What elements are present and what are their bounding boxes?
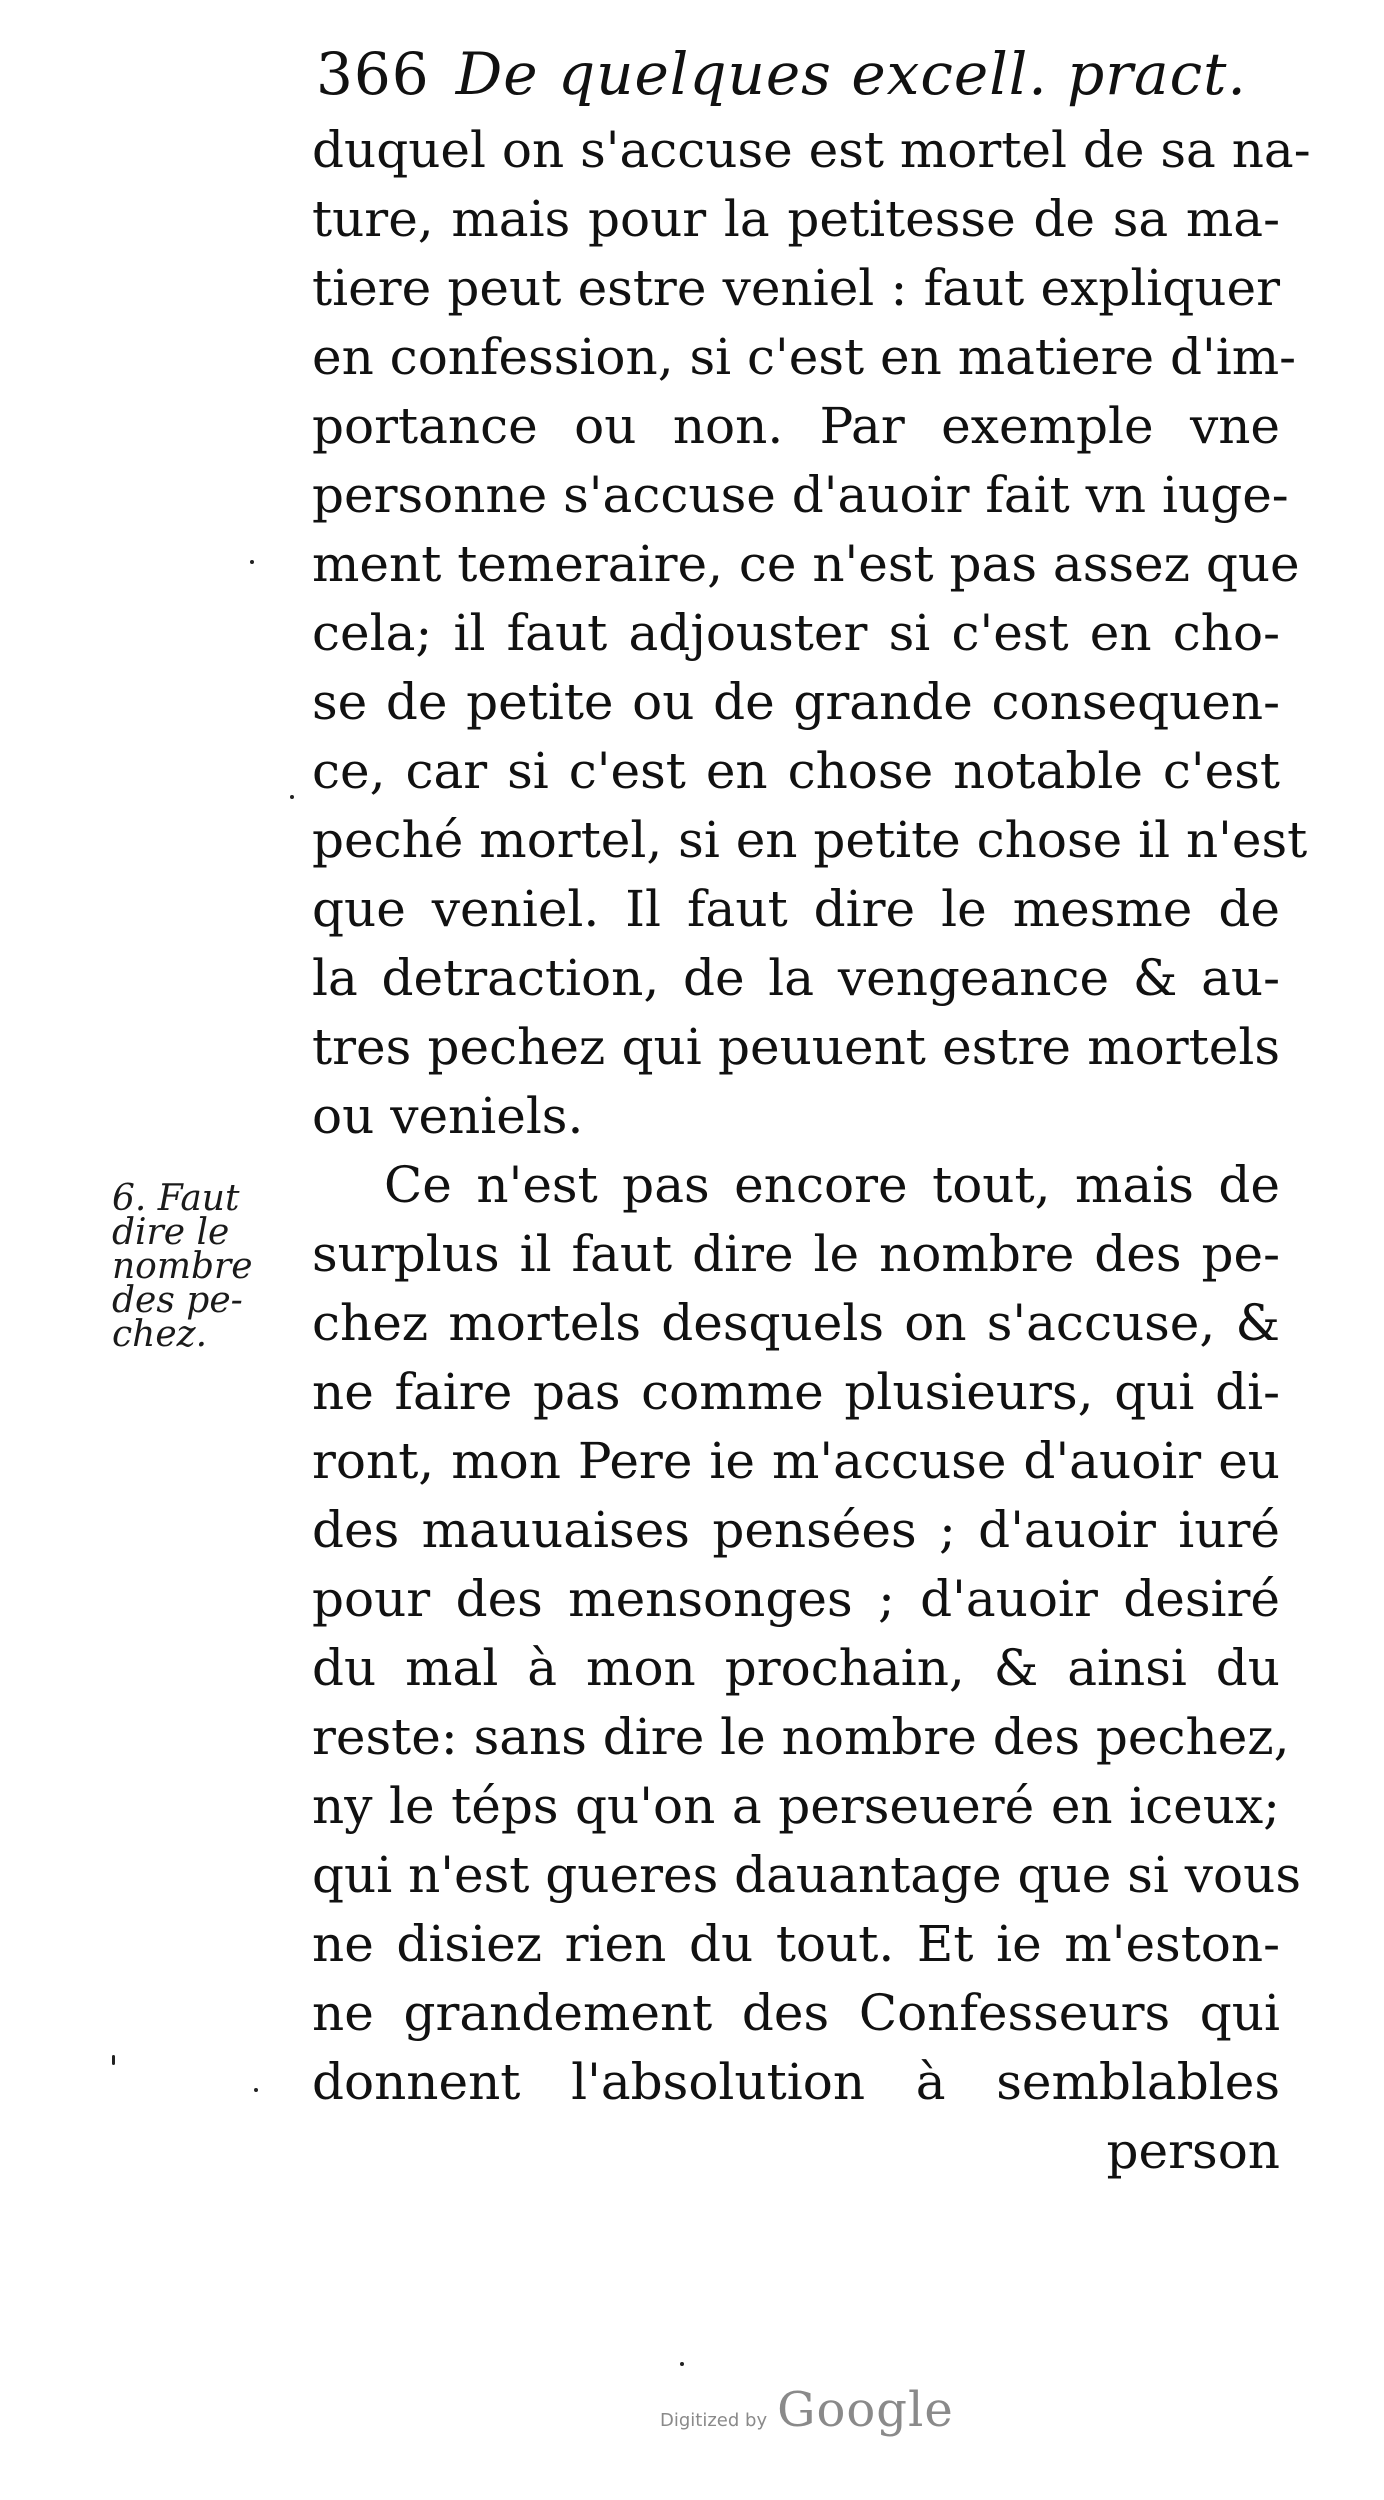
text-line-paragraph-start: Ce n'est pas encore tout, mais de — [384, 1156, 1280, 1214]
ink-speck — [290, 795, 294, 799]
text-line: pour des mensonges ; d'auoir desiré — [312, 1570, 1280, 1628]
text-line: des mauuaises pensées ; d'auoir iuré — [312, 1501, 1280, 1559]
text-line: chez mortels desquels on s'accuse, & — [312, 1294, 1280, 1352]
text-line: surplus il faut dire le nombre des pe- — [312, 1225, 1280, 1283]
text-line: tiere peut estre veniel : faut expliquer — [312, 259, 1280, 317]
watermark-brand: Google — [777, 2382, 954, 2438]
body-text — [312, 116, 1311, 2186]
text-line: tres pechez qui peuuent estre mortels — [312, 1018, 1280, 1076]
text-line: ne faire pas comme plusieurs, qui di- — [312, 1363, 1280, 1421]
text-line: qui n'est gueres dauantage que si vous — [312, 1846, 1301, 1904]
text-line: ront, mon Pere ie m'accuse d'auoir eu — [312, 1432, 1280, 1490]
text-line: ny le téps qu'on a perseueré en iceux; — [312, 1777, 1280, 1835]
text-line: donnent l'absolution à semblables — [312, 2053, 1280, 2111]
page-header — [316, 34, 1296, 114]
text-line: reste: sans dire le nombre des pechez, — [312, 1708, 1290, 1766]
margin-note-line: chez. — [112, 1314, 208, 1355]
margin-note-line: dire le — [112, 1212, 230, 1253]
text-line: la detraction, de la vengeance & au- — [312, 949, 1280, 1007]
catchword: person — [1106, 2122, 1280, 2180]
text-line: peché mortel, si en petite chose il n'est — [312, 811, 1308, 869]
watermark-prefix: Digitized by — [660, 2410, 768, 2431]
ink-speck — [250, 560, 254, 564]
text-line: ce, car si c'est en chose notable c'est — [312, 742, 1280, 800]
text-line: ne grandement des Confesseurs qui — [312, 1984, 1280, 2042]
text-line: personne s'accuse d'auoir fait vn iuge- — [312, 466, 1289, 524]
text-line-paragraph-end: ou veniels. — [312, 1087, 584, 1145]
text-line: portance ou non. Par exemple vne — [312, 397, 1280, 455]
text-line: du mal à mon prochain, & ainsi du — [312, 1639, 1280, 1697]
page-number: 366 — [316, 40, 430, 108]
margin-note-line: des pe- — [112, 1280, 243, 1321]
text-line: que veniel. Il faut dire le mesme de — [312, 880, 1280, 938]
margin-note — [112, 1178, 282, 1355]
text-line: ne disiez rien du tout. Et ie m'eston- — [312, 1915, 1280, 1973]
text-line: cela; il faut adjouster si c'est en cho- — [312, 604, 1280, 662]
margin-note-line: 6. Faut — [112, 1178, 240, 1219]
ink-speck — [112, 2055, 115, 2065]
ink-speck — [254, 2088, 258, 2092]
running-head: De quelques excell. pract. — [455, 40, 1247, 108]
text-line: ture, mais pour la petitesse de sa ma- — [312, 190, 1280, 248]
ink-speck — [680, 2362, 684, 2366]
digitization-watermark — [660, 2382, 980, 2442]
text-line: ment temeraire, ce n'est pas assez que — [312, 535, 1300, 593]
text-line: en confession, si c'est en matiere d'im- — [312, 328, 1297, 386]
text-line: duquel on s'accuse est mortel de sa na- — [312, 121, 1311, 179]
text-line: se de petite ou de grande consequen- — [312, 673, 1280, 731]
margin-note-line: nombre — [112, 1246, 253, 1287]
